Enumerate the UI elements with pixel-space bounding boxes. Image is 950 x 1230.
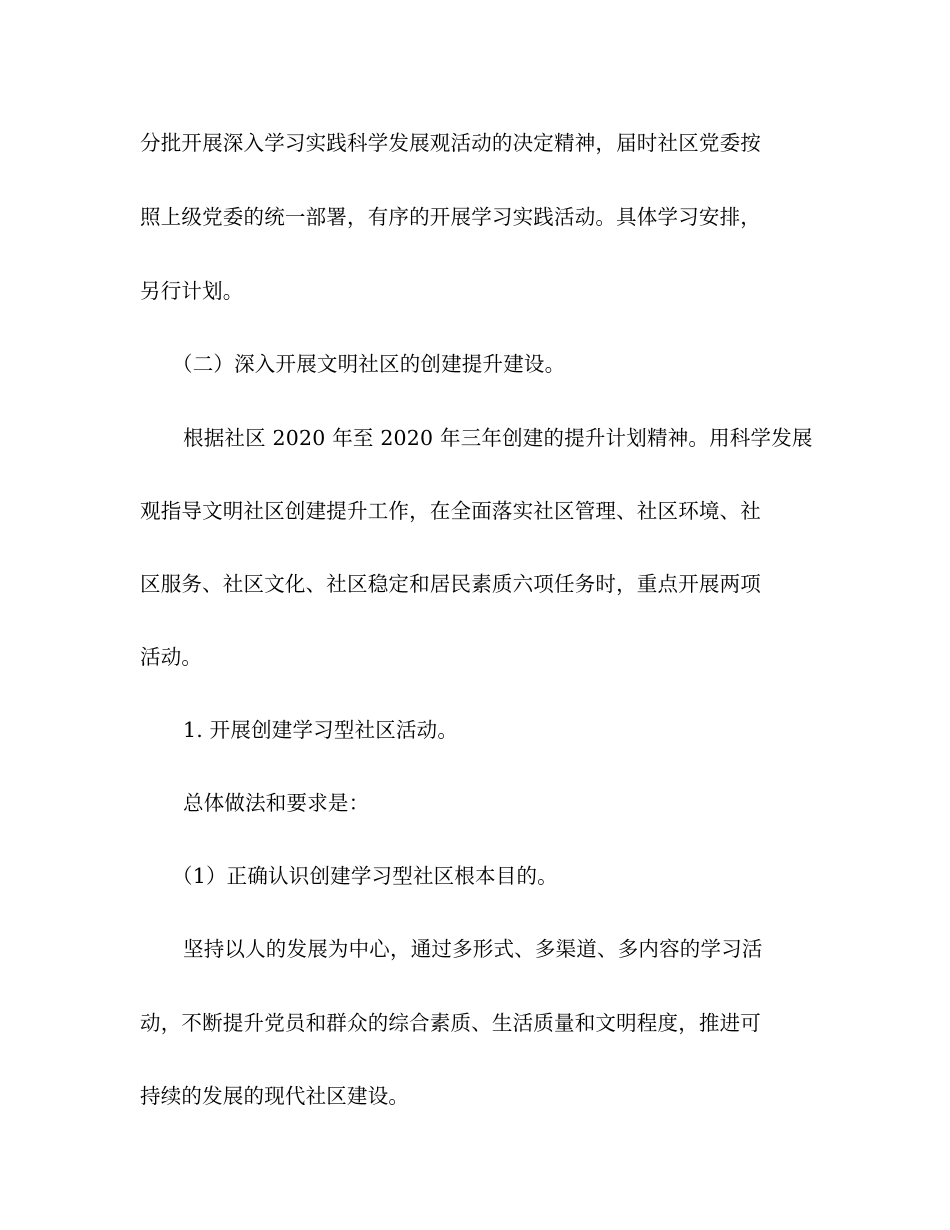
sub-item-heading: （1）正确认识创建学习型社区根本目的。 <box>172 864 558 888</box>
text-line-14: 持续的发展的现代社区建设。 <box>140 1084 410 1108</box>
text-line-8: 活动。 <box>140 645 203 669</box>
list-item-heading: 1. 开展创建学习型社区活动。 <box>183 718 459 742</box>
text-line-3: 另行计划。 <box>140 279 244 303</box>
text-line-13: 动，不断提升党员和群众的综合素质、生活质量和文明程度，推进可 <box>140 1011 761 1035</box>
text-line-7: 区服务、社区文化、社区稳定和居民素质六项任务时，重点开展两项 <box>140 572 761 596</box>
text-line-10: 总体做法和要求是： <box>183 791 370 815</box>
text-line-12: 坚持以人的发展为中心，通过多形式、多渠道、多内容的学习活 <box>183 937 763 961</box>
section-heading: （二）深入开展文明社区的创建提升建设。 <box>172 352 566 376</box>
text-line-1: 分批开展深入学习实践科学发展观活动的决定精神，届时社区党委按 <box>140 131 761 155</box>
text-line-5: 根据社区 2020 年至 2020 年三年创建的提升计划精神。用科学发展 <box>183 426 813 450</box>
text-line-6: 观指导文明社区创建提升工作，在全面落实社区管理、社区环境、社 <box>140 499 761 523</box>
text-line-2: 照上级党委的统一部署，有序的开展学习实践活动。具体学习安排， <box>140 205 761 229</box>
